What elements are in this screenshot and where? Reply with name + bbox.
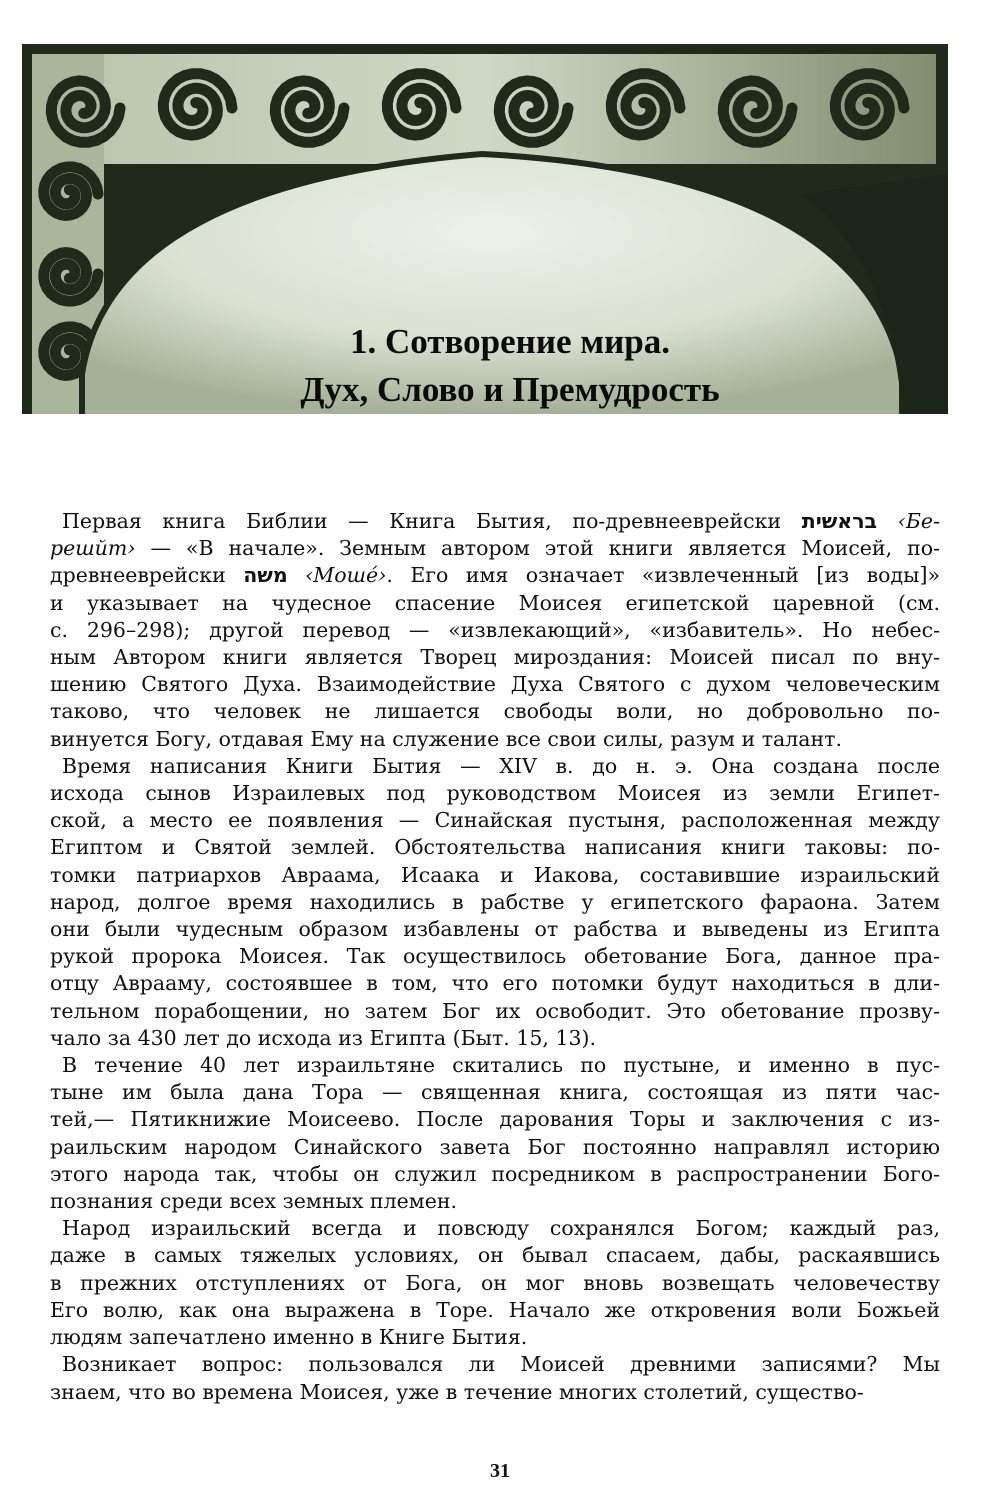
- text-line: [50, 1161, 940, 1188]
- text-line: [50, 1379, 940, 1406]
- text-line: [50, 1324, 940, 1351]
- text-line: [50, 1106, 940, 1133]
- body-text: [50, 508, 960, 1406]
- text-run: [877, 509, 898, 533]
- text-line: [50, 916, 940, 943]
- text-line: [62, 508, 940, 535]
- text-run: таково, что человек не лишается свободы воли, но добровольно по-: [50, 699, 940, 724]
- text-line: [50, 671, 940, 698]
- text-line: [50, 998, 940, 1025]
- text-run: даже в самых тяжелых условиях, он бывал спасаем, дабы, раскаявшись: [50, 1243, 940, 1268]
- text-line: [50, 590, 940, 617]
- italic-term: ‹Бе-: [897, 509, 940, 533]
- text-run: винуется Богу, отдавая Ему на служение все свои силы, разум и талант.: [50, 726, 843, 751]
- text-run: В течение 40 лет израильтяне скитались по пустыне, и именно в пус-: [62, 1053, 940, 1078]
- text-line: [50, 1297, 940, 1324]
- paragraph: [50, 1215, 960, 1351]
- text-line: [50, 862, 940, 889]
- text-run: ным Автором книги является Творец мироздания: Моисей писал по вну-: [50, 645, 940, 670]
- text-run: Время написания Книги Бытия — XIV в. до н. э. Она создана после: [62, 753, 940, 778]
- chapter-title-line-2: Дух, Слово и Премудрость: [300, 370, 720, 409]
- text-run: познания среди всех земных племен.: [50, 1189, 458, 1214]
- chapter-title-line-1: 1. Сотворение мира.: [349, 322, 670, 361]
- text-run: Возникает вопрос: пользовался ли Моисей древними записями? Мы: [62, 1352, 940, 1377]
- text-run: тыне им была дана Тора — священная книга, состоящая из пяти час-: [50, 1080, 940, 1105]
- text-run: тей,— Пятикнижие Моисеево. После дарования Торы и заключения с из-: [50, 1107, 940, 1132]
- text-run: отцу Аврааму, состоявшее в том, что его потомки будут находиться в дли-: [50, 971, 940, 996]
- text-line: [50, 780, 940, 807]
- text-line: [62, 753, 940, 780]
- text-run: древнееврейски: [50, 563, 244, 588]
- text-line: [50, 726, 940, 753]
- paragraph: [50, 753, 960, 1052]
- text-line: [62, 1052, 940, 1079]
- text-line: [50, 562, 940, 589]
- text-line: [50, 644, 940, 671]
- text-line: [50, 1079, 940, 1106]
- text-run: тельном порабощении, но затем Бог их освободит. Это обетование прозву-: [50, 998, 940, 1023]
- text-line: [62, 1215, 940, 1242]
- chapter-title: [120, 318, 900, 414]
- text-run: чало за 430 лет до исхода из Египта (Быт. 15, 13).: [50, 1025, 597, 1050]
- text-line: [50, 1242, 940, 1269]
- text-line: [50, 1270, 940, 1297]
- text-run: знаем, что во времена Моисея, уже в течение многих столетий, существо-: [50, 1379, 864, 1404]
- page-number: 31: [490, 1460, 510, 1482]
- text-run: и указывает на чудесное спасение Моисея египетской царевной (см.: [50, 590, 940, 615]
- text-line: [50, 1134, 940, 1161]
- text-run: . Его имя означает «извлеченный [из воды]»: [386, 563, 940, 588]
- hebrew-word: בראשית: [801, 509, 878, 533]
- paragraph: [50, 1351, 960, 1405]
- text-run: — «В начале». Земным автором этой книги является Моисей, по-: [135, 536, 940, 561]
- text-line: [50, 889, 940, 916]
- text-line: [50, 834, 940, 861]
- text-run: они были чудесным образом избавлены от рабства и выведены из Египта: [50, 917, 940, 942]
- text-run: исхода сынов Израилевых под руководством Моисея из земли Египет-: [50, 781, 940, 806]
- text-run: рукой пророка Моисея. Так осуществилось обетование Бога, данное пра-: [50, 944, 940, 969]
- text-line: [50, 807, 940, 834]
- text-run: шению Святого Духа. Взаимодействие Духа Святого с духом человеческим: [50, 672, 940, 697]
- text-run: в прежних отступлениях от Бога, он мог вновь возвещать человечеству: [50, 1270, 940, 1295]
- text-run: этого народа так, чтобы он служил посредником в распространении Бого-: [50, 1161, 940, 1186]
- text-run: Первая книга Библии — Книга Бытия, по-древнееврейски: [62, 509, 802, 533]
- text-run: людям запечатлено именно в Книге Бытия.: [50, 1325, 528, 1350]
- text-line: [50, 1025, 940, 1052]
- text-run: ской, а место ее появления — Синайская пустыня, расположенная между: [50, 808, 940, 833]
- text-line: [50, 535, 940, 562]
- text-run: раильским народом Синайского завета Бог постоянно направлял историю: [50, 1134, 940, 1159]
- italic-term: ‹Моше́›: [305, 563, 387, 588]
- paragraph: [50, 508, 960, 753]
- text-line: [50, 970, 940, 997]
- paragraph: [50, 1052, 960, 1215]
- text-line: [62, 1351, 940, 1378]
- text-run: Его волю, как она выражена в Торе. Начало же откровения воли Божьей: [50, 1297, 940, 1322]
- italic-term: решйт›: [50, 536, 136, 561]
- text-run: томки патриархов Авраама, Исаака и Иакова, составившие израильский: [50, 862, 940, 887]
- text-run: народ, долгое время находились в рабстве у египетского фараона. Затем: [50, 889, 940, 914]
- hebrew-word: משה: [243, 563, 288, 588]
- text-line: [50, 698, 940, 725]
- text-run: с. 296–298); другой перевод — «извлекающий», «избавитель». Но небес-: [50, 617, 940, 642]
- text-line: [50, 617, 940, 644]
- text-run: [288, 563, 305, 587]
- text-line: [50, 1188, 940, 1215]
- text-run: Народ израильский всегда и повсюду сохранялся Богом; каждый раз,: [62, 1216, 940, 1241]
- text-line: [50, 943, 940, 970]
- text-run: Египтом и Святой землей. Обстоятельства написания книги таковы: по-: [50, 835, 940, 860]
